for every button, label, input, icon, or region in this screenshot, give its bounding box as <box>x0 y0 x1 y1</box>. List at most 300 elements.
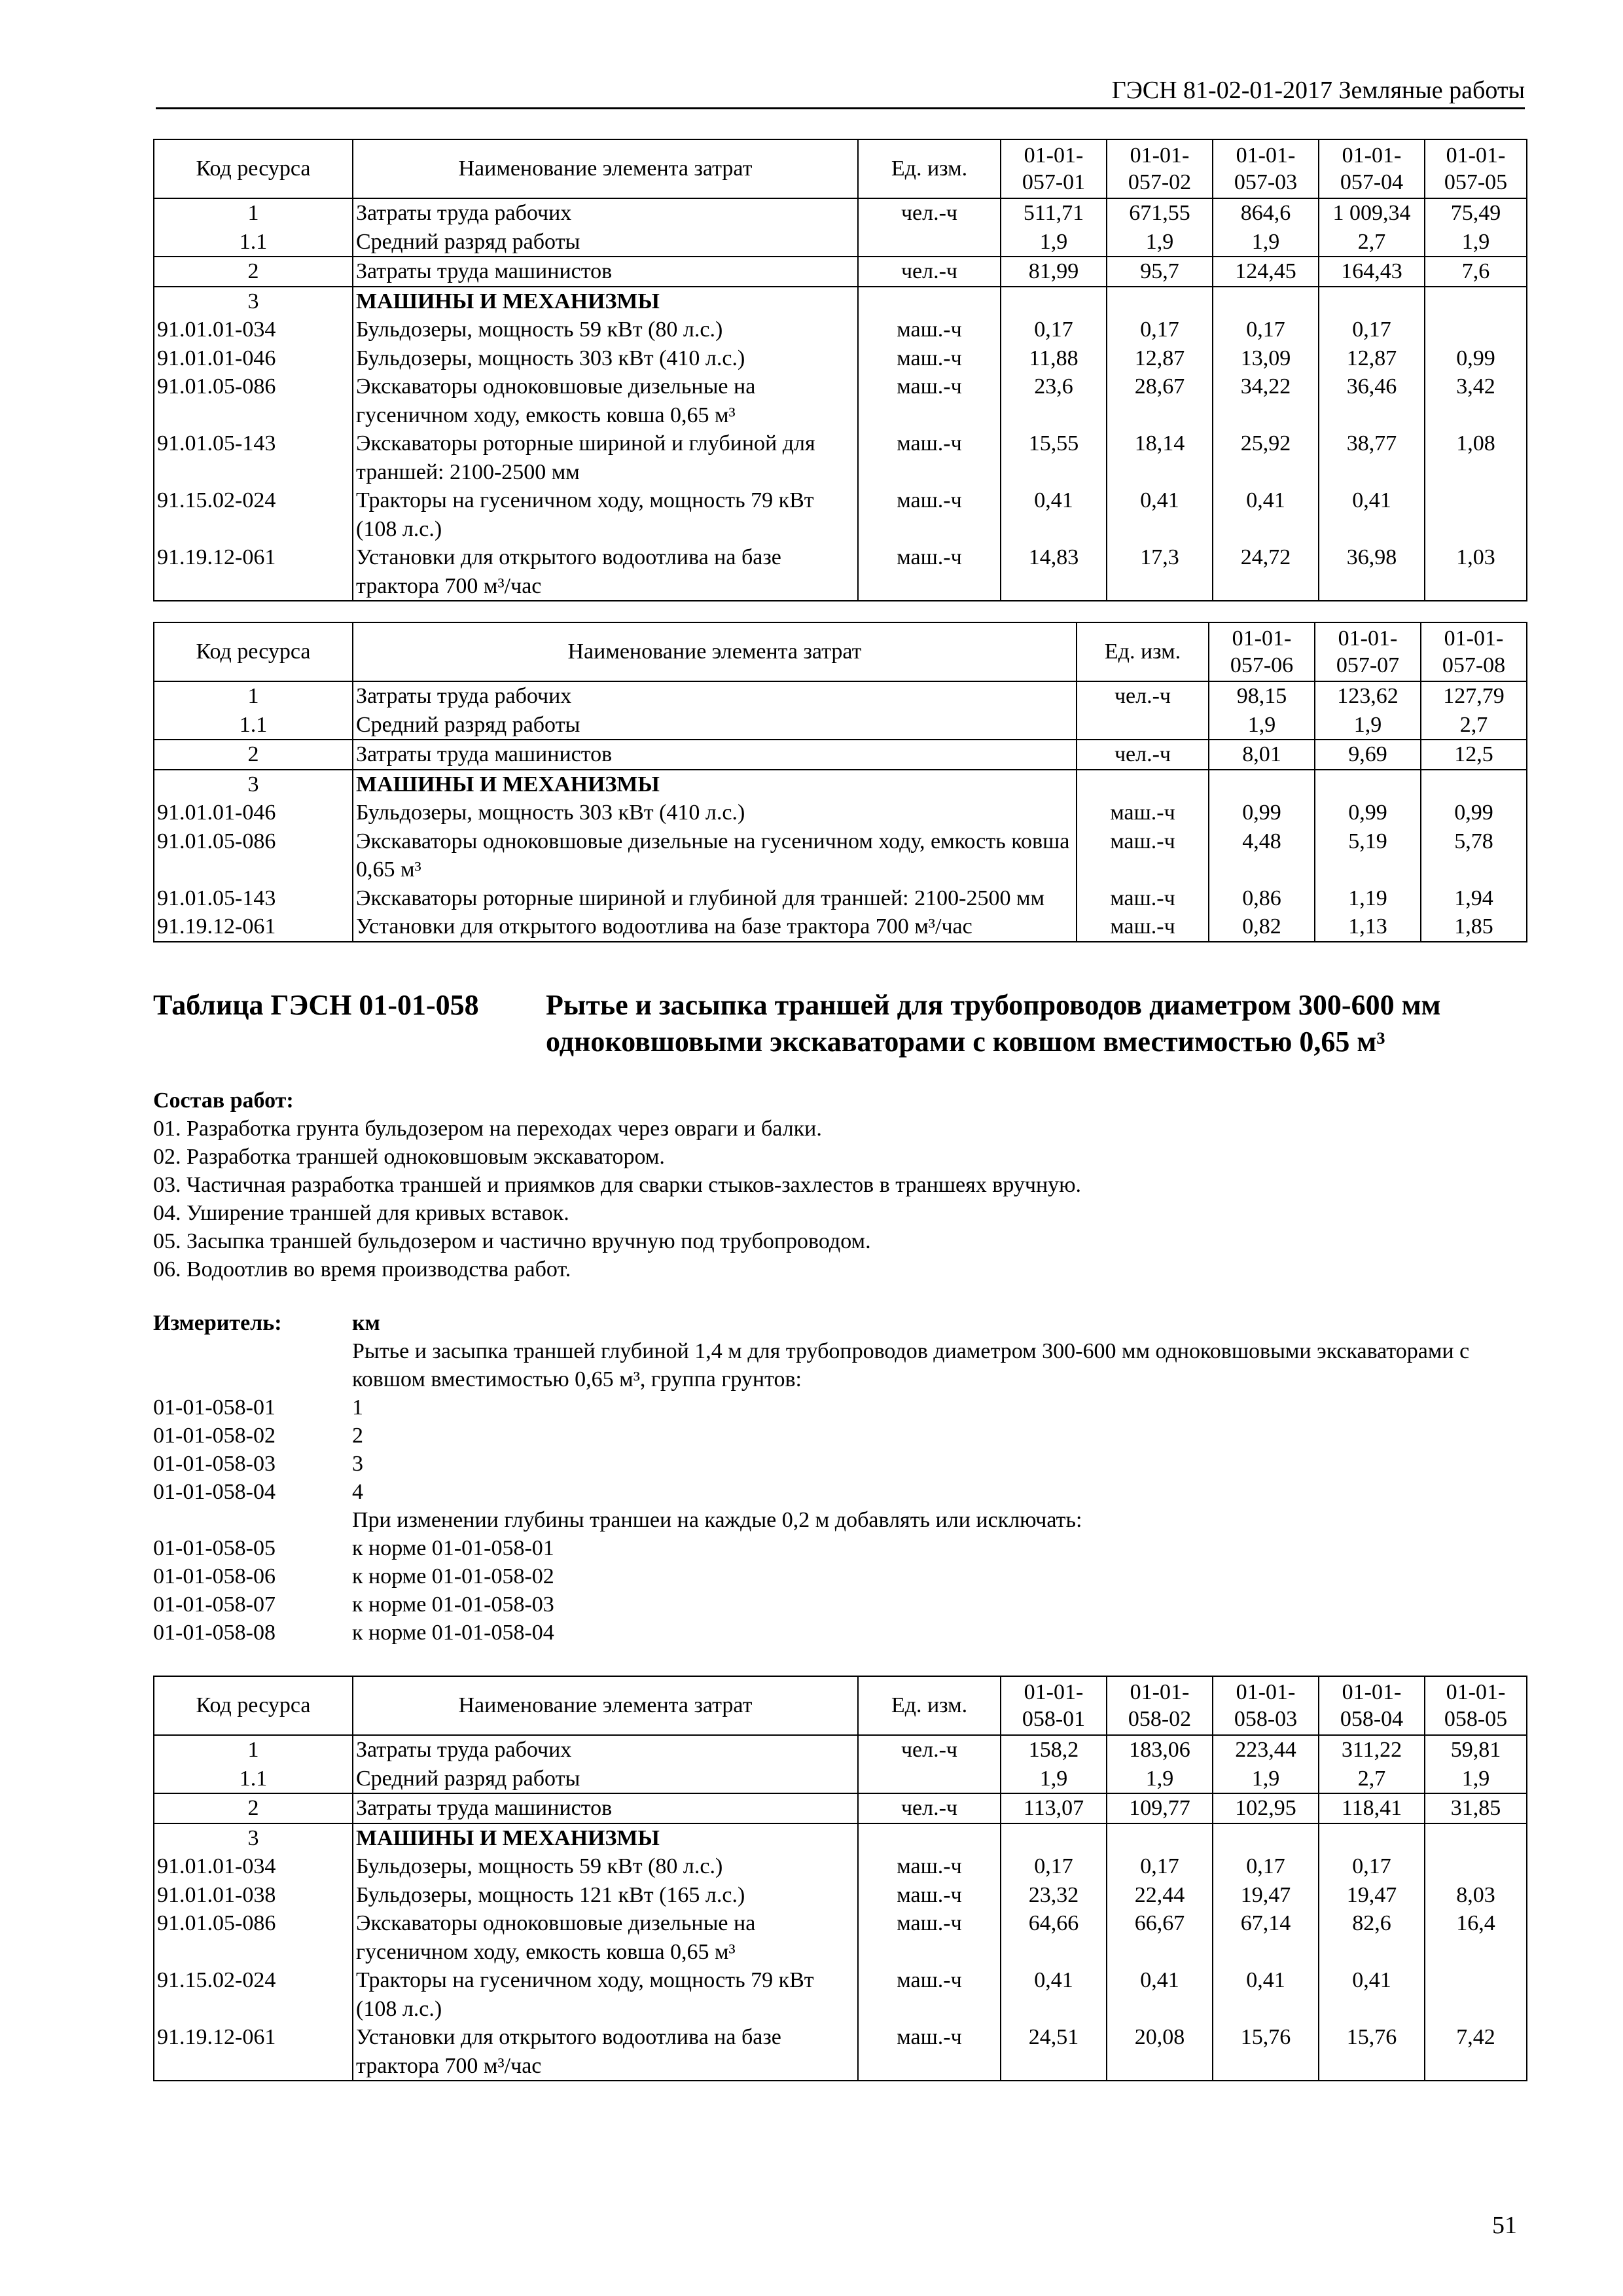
norm-value: 0,41 <box>1319 486 1425 543</box>
norm-value: 102,95 <box>1213 1793 1319 1823</box>
measurer-note-row <box>153 1506 1514 1534</box>
table-row <box>154 287 1527 316</box>
resource-code: 1 <box>154 1735 353 1765</box>
norm-value: 0,99 <box>1315 798 1421 827</box>
table-title-text-value: Рытье и засыпка траншей для трубопроводов диаметром 300-600 мм одноковшовыми экскаваторами с ковшом вместимостью 0,65 м³ <box>546 989 1441 1058</box>
norm-value: 311,22 <box>1319 1735 1425 1765</box>
norm-description: 4 <box>352 1480 363 1504</box>
table-row <box>154 884 1527 913</box>
measurer-row <box>153 1309 1514 1337</box>
norm-value <box>1001 287 1107 316</box>
column-header: 01-01-057-04 <box>1319 139 1425 198</box>
work-item: 06. Водоотлив во время производства работ. <box>153 1257 571 1282</box>
norm-code: 01-01-058-08 <box>153 1621 276 1645</box>
norm-value: 59,81 <box>1425 1735 1527 1765</box>
cost-element-name: Затраты труда рабочих <box>353 198 858 228</box>
work-item: 05. Засыпка траншей бульдозером и частично вручную под трубопроводом. <box>153 1229 871 1253</box>
column-header: Ед. изм. <box>1077 622 1209 681</box>
norm-value: 118,41 <box>1319 1793 1425 1823</box>
norm-value <box>1421 770 1527 799</box>
norm-value <box>1425 1966 1527 2023</box>
norm-value: 1,9 <box>1209 711 1315 740</box>
unit-of-measure: маш.-ч <box>1077 798 1209 827</box>
column-header: Код ресурса <box>154 139 353 198</box>
resource-code: 1.1 <box>154 711 353 740</box>
unit-of-measure <box>858 287 1001 316</box>
unit-of-measure <box>858 228 1001 257</box>
norm-value: 5,78 <box>1421 827 1527 884</box>
unit-of-measure: маш.-ч <box>1077 827 1209 884</box>
norm-value: 0,82 <box>1209 912 1315 942</box>
norm-value: 2,7 <box>1319 228 1425 257</box>
norm-value: 34,22 <box>1213 372 1319 429</box>
norm-value: 0,17 <box>1213 315 1319 344</box>
cost-element-name: Затраты труда рабочих <box>353 681 1077 711</box>
norm-value <box>1425 315 1527 344</box>
norm-value: 98,15 <box>1209 681 1315 711</box>
norm-value <box>1315 770 1421 799</box>
table-row <box>154 372 1527 429</box>
unit-of-measure: чел.-ч <box>858 257 1001 287</box>
table-title-label: Таблица ГЭСН 01-01-058 <box>153 989 479 1021</box>
norm-value: 23,32 <box>1001 1881 1107 1910</box>
table-body <box>154 1676 1527 2081</box>
resource-code: 2 <box>154 1793 353 1823</box>
resource-code: 1.1 <box>154 228 353 257</box>
norm-value: 1,9 <box>1315 711 1421 740</box>
unit-of-measure: маш.-ч <box>858 543 1001 601</box>
table-row <box>154 228 1527 257</box>
unit-of-measure: чел.-ч <box>858 1793 1001 1823</box>
norm-value: 22,44 <box>1107 1881 1213 1910</box>
column-header: 01-01-058-05 <box>1425 1676 1527 1735</box>
table-row <box>154 798 1527 827</box>
resource-code: 1 <box>154 198 353 228</box>
norm-value: 1,9 <box>1107 1765 1213 1794</box>
norm-value: 158,2 <box>1001 1735 1107 1765</box>
norm-description: к норме 01-01-058-04 <box>352 1621 554 1645</box>
cost-element-name: Затраты труда машинистов <box>353 740 1077 770</box>
resource-code: 3 <box>154 1823 353 1853</box>
norm-value: 1,08 <box>1425 429 1527 486</box>
table-row <box>154 1966 1527 2023</box>
cost-element-name: Бульдозеры, мощность 59 кВт (80 л.с.) <box>353 1852 858 1881</box>
table-row <box>154 681 1527 711</box>
norm-code: 01-01-058-06 <box>153 1564 276 1588</box>
norm-value: 3,42 <box>1425 372 1527 429</box>
norm-value: 5,19 <box>1315 827 1421 884</box>
norm-description: 1 <box>352 1395 363 1420</box>
norm-value: 95,7 <box>1107 257 1213 287</box>
column-header: 01-01-058-02 <box>1107 1676 1213 1735</box>
column-header: 01-01-057-03 <box>1213 139 1319 198</box>
norm-value: 8,03 <box>1425 1881 1527 1910</box>
norm-value: 17,3 <box>1107 543 1213 601</box>
unit-of-measure <box>858 1765 1001 1794</box>
unit-of-measure: маш.-ч <box>1077 912 1209 942</box>
unit-of-measure: маш.-ч <box>858 1966 1001 2023</box>
cost-element-name: Средний разряд работы <box>353 228 858 257</box>
norm-value: 64,66 <box>1001 1909 1107 1966</box>
work-item: 03. Частичная разработка траншей и приямков для сварки стыков-захлестов в траншеях вручную. <box>153 1173 1082 1197</box>
resource-code: 91.01.01-038 <box>154 1881 353 1910</box>
header-row <box>154 139 1527 198</box>
cost-element-name: Бульдозеры, мощность 59 кВт (80 л.с.) <box>353 315 858 344</box>
norm-value <box>1319 1823 1425 1853</box>
norm-value: 38,77 <box>1319 429 1425 486</box>
norm-value: 164,43 <box>1319 257 1425 287</box>
unit-of-measure: маш.-ч <box>858 315 1001 344</box>
norm-value: 1,9 <box>1001 1765 1107 1794</box>
cost-element-name: Бульдозеры, мощность 303 кВт (410 л.с.) <box>353 344 858 373</box>
table-row <box>154 1765 1527 1794</box>
norm-value: 2,7 <box>1319 1765 1425 1794</box>
work-item: 01. Разработка грунта бульдозером на переходах через овраги и балки. <box>153 1117 822 1141</box>
measurer-entry <box>153 1393 1514 1422</box>
norm-value <box>1425 1823 1527 1853</box>
norm-code: 01-01-058-05 <box>153 1536 276 1560</box>
norm-value: 0,99 <box>1421 798 1527 827</box>
norm-value: 223,44 <box>1213 1735 1319 1765</box>
unit-of-measure: чел.-ч <box>1077 681 1209 711</box>
unit-of-measure <box>1077 770 1209 799</box>
resource-code: 2 <box>154 257 353 287</box>
resource-code: 91.01.01-034 <box>154 315 353 344</box>
table-row <box>154 711 1527 740</box>
table-row <box>154 1852 1527 1881</box>
norms-table-057-2 <box>153 622 1527 942</box>
norm-value: 0,17 <box>1001 1852 1107 1881</box>
norm-value <box>1001 1823 1107 1853</box>
unit-of-measure: маш.-ч <box>858 1852 1001 1881</box>
unit-of-measure: маш.-ч <box>858 486 1001 543</box>
column-header: Код ресурса <box>154 622 353 681</box>
norm-value: 66,67 <box>1107 1909 1213 1966</box>
measurer-entry <box>153 1534 1514 1562</box>
table-row <box>154 315 1527 344</box>
norm-value: 20,08 <box>1107 2023 1213 2081</box>
norm-value: 7,6 <box>1425 257 1527 287</box>
table-row <box>154 827 1527 884</box>
norm-value: 0,17 <box>1319 1852 1425 1881</box>
cost-element-name: МАШИНЫ И МЕХАНИЗМЫ <box>353 287 858 316</box>
resource-code: 3 <box>154 287 353 316</box>
table-row <box>154 2023 1527 2081</box>
resource-code: 91.01.05-086 <box>154 827 353 884</box>
norm-value: 4,48 <box>1209 827 1315 884</box>
unit-of-measure: маш.-ч <box>858 1881 1001 1910</box>
measurer-entries-a <box>153 1393 1514 1506</box>
resource-code: 91.19.12-061 <box>154 2023 353 2081</box>
table-row <box>154 344 1527 373</box>
norm-value: 82,6 <box>1319 1909 1425 1966</box>
measurer-label: Измеритель: <box>153 1311 282 1335</box>
column-header: Наименование элемента затрат <box>353 1676 858 1735</box>
norm-value: 19,47 <box>1213 1881 1319 1910</box>
unit-of-measure: маш.-ч <box>858 429 1001 486</box>
norm-description: 2 <box>352 1424 363 1448</box>
norms-table-057-1 <box>153 139 1527 601</box>
norm-value: 183,06 <box>1107 1735 1213 1765</box>
measurer-entry <box>153 1478 1514 1506</box>
norm-description: к норме 01-01-058-01 <box>352 1536 554 1560</box>
column-header: 01-01-058-03 <box>1213 1676 1319 1735</box>
measurer-entry <box>153 1422 1514 1450</box>
norm-value: 24,51 <box>1001 2023 1107 2081</box>
table-row <box>154 486 1527 543</box>
norm-value: 0,17 <box>1319 315 1425 344</box>
norm-value: 12,5 <box>1421 740 1527 770</box>
cost-element-name: Средний разряд работы <box>353 1765 858 1794</box>
column-header: Код ресурса <box>154 1676 353 1735</box>
norm-value: 13,09 <box>1213 344 1319 373</box>
table-body <box>154 622 1527 942</box>
norm-value: 23,6 <box>1001 372 1107 429</box>
norm-value: 15,55 <box>1001 429 1107 486</box>
unit-of-measure: маш.-ч <box>858 2023 1001 2081</box>
cost-element-name: Установки для открытого водоотлива на базе трактора 700 м³/час <box>353 2023 858 2081</box>
norm-value: 1,13 <box>1315 912 1421 942</box>
unit-of-measure: чел.-ч <box>858 198 1001 228</box>
norm-value: 12,87 <box>1319 344 1425 373</box>
resource-code: 3 <box>154 770 353 799</box>
norm-value: 11,88 <box>1001 344 1107 373</box>
norm-value: 1,03 <box>1425 543 1527 601</box>
norm-code: 01-01-058-01 <box>153 1395 276 1420</box>
norm-description: 3 <box>352 1452 363 1476</box>
column-header: 01-01-057-07 <box>1315 622 1421 681</box>
cost-element-name: Бульдозеры, мощность 303 кВт (410 л.с.) <box>353 798 1077 827</box>
cost-element-name: Экскаваторы одноковшовые дизельные на гусеничном ходу, емкость ковша 0,65 м³ <box>353 1909 858 1966</box>
unit-of-measure: чел.-ч <box>858 1735 1001 1765</box>
page-number: 51 <box>1492 2212 1517 2239</box>
norm-value: 25,92 <box>1213 429 1319 486</box>
norm-description: к норме 01-01-058-02 <box>352 1564 554 1588</box>
cost-element-name: Бульдозеры, мощность 121 кВт (165 л.с.) <box>353 1881 858 1910</box>
work-item: 02. Разработка траншей одноковшовым экскаватором. <box>153 1145 665 1169</box>
column-header: 01-01-057-05 <box>1425 139 1527 198</box>
cost-element-name: Экскаваторы роторные шириной и глубиной для траншей: 2100-2500 мм <box>353 429 858 486</box>
table-row <box>154 1881 1527 1910</box>
work-composition <box>153 1086 1514 1283</box>
norm-value: 15,76 <box>1213 2023 1319 2081</box>
norm-value: 1,9 <box>1425 1765 1527 1794</box>
cost-element-name: Экскаваторы одноковшовые дизельные на гусеничном ходу, емкость ковша 0,65 м³ <box>353 827 1077 884</box>
norm-value: 24,72 <box>1213 543 1319 601</box>
column-header: Ед. изм. <box>858 139 1001 198</box>
unit-of-measure: маш.-ч <box>858 372 1001 429</box>
norm-code: 01-01-058-04 <box>153 1480 276 1504</box>
table-row <box>154 257 1527 287</box>
norm-value <box>1425 287 1527 316</box>
measurer-unit: км <box>352 1311 380 1335</box>
table-row <box>154 740 1527 770</box>
norm-value: 113,07 <box>1001 1793 1107 1823</box>
norm-value: 1,94 <box>1421 884 1527 913</box>
norm-value: 0,17 <box>1107 1852 1213 1881</box>
table-row <box>154 1823 1527 1853</box>
norm-value <box>1425 486 1527 543</box>
norm-value: 109,77 <box>1107 1793 1213 1823</box>
norm-code: 01-01-058-03 <box>153 1452 276 1476</box>
norm-value: 8,01 <box>1209 740 1315 770</box>
norm-value: 31,85 <box>1425 1793 1527 1823</box>
norm-value: 18,14 <box>1107 429 1213 486</box>
resource-code: 2 <box>154 740 353 770</box>
column-header: 01-01-058-01 <box>1001 1676 1107 1735</box>
unit-of-measure: маш.-ч <box>858 344 1001 373</box>
norm-value: 81,99 <box>1001 257 1107 287</box>
resource-code: 91.01.01-046 <box>154 344 353 373</box>
measurer-note: При изменении глубины траншеи на каждые 0,2 м добавлять или исключать: <box>352 1508 1082 1532</box>
norm-value <box>1107 1823 1213 1853</box>
resource-code: 1 <box>154 681 353 711</box>
norm-value: 7,42 <box>1425 2023 1527 2081</box>
resource-code: 1.1 <box>154 1765 353 1794</box>
unit-of-measure: маш.-ч <box>1077 884 1209 913</box>
resource-code: 91.01.01-034 <box>154 1852 353 1881</box>
resource-code: 91.19.12-061 <box>154 543 353 601</box>
measurer-entry <box>153 1562 1514 1590</box>
norm-value <box>1107 287 1213 316</box>
column-header: Наименование элемента затрат <box>353 622 1077 681</box>
column-header: 01-01-058-04 <box>1319 1676 1425 1735</box>
norm-value: 2,7 <box>1421 711 1527 740</box>
norm-value: 0,17 <box>1213 1852 1319 1881</box>
norm-value: 75,49 <box>1425 198 1527 228</box>
norm-value: 12,87 <box>1107 344 1213 373</box>
norms-table-058 <box>153 1676 1527 2081</box>
norm-value: 0,99 <box>1425 344 1527 373</box>
resource-code: 91.01.01-046 <box>154 798 353 827</box>
unit-of-measure: чел.-ч <box>1077 740 1209 770</box>
norm-value <box>1319 287 1425 316</box>
measurer-block <box>153 1309 1514 1647</box>
table-row <box>154 198 1527 228</box>
column-header: 01-01-057-01 <box>1001 139 1107 198</box>
norm-value: 0,99 <box>1209 798 1315 827</box>
norm-value: 1,85 <box>1421 912 1527 942</box>
cost-element-name: Затраты труда машинистов <box>353 257 858 287</box>
norm-value: 671,55 <box>1107 198 1213 228</box>
measurer-description: Рытье и засыпка траншей глубиной 1,4 м для трубопроводов диаметром 300-600 мм одноковшовыми экскаваторами с ковшом вместимостью 0,65 м³, группа грунтов: <box>352 1339 1470 1391</box>
cost-element-name: Затраты труда машинистов <box>353 1793 858 1823</box>
norm-value: 1,9 <box>1213 228 1319 257</box>
norm-value: 511,71 <box>1001 198 1107 228</box>
norm-code: 01-01-058-02 <box>153 1424 276 1448</box>
norm-description: к норме 01-01-058-03 <box>352 1592 554 1617</box>
norm-value: 124,45 <box>1213 257 1319 287</box>
table-row <box>154 912 1527 942</box>
unit-of-measure: маш.-ч <box>858 1909 1001 1966</box>
measurer-description-row <box>153 1337 1514 1393</box>
norm-value: 28,67 <box>1107 372 1213 429</box>
norm-value <box>1213 287 1319 316</box>
table-body <box>154 139 1527 601</box>
cost-element-name: МАШИНЫ И МЕХАНИЗМЫ <box>353 1823 858 1853</box>
norm-value: 0,86 <box>1209 884 1315 913</box>
measurer-entries-b <box>153 1534 1514 1647</box>
table-row <box>154 1735 1527 1765</box>
norm-value: 0,41 <box>1107 486 1213 543</box>
norm-value: 0,41 <box>1213 486 1319 543</box>
norm-value: 864,6 <box>1213 198 1319 228</box>
norm-value: 19,47 <box>1319 1881 1425 1910</box>
column-header: 01-01-057-02 <box>1107 139 1213 198</box>
table-title-text <box>546 987 1541 1061</box>
resource-code: 91.01.05-143 <box>154 884 353 913</box>
running-header: ГЭСН 81-02-01-2017 Земляные работы <box>156 73 1525 109</box>
measurer-entry <box>153 1590 1514 1619</box>
resource-code: 91.01.05-086 <box>154 372 353 429</box>
column-header: 01-01-057-08 <box>1421 622 1527 681</box>
norm-value: 14,83 <box>1001 543 1107 601</box>
norm-value <box>1209 770 1315 799</box>
norm-value: 1 009,34 <box>1319 198 1425 228</box>
work-item: 04. Уширение траншей для кривых вставок. <box>153 1201 569 1225</box>
norm-value <box>1425 1852 1527 1881</box>
cost-element-name: Установки для открытого водоотлива на базе трактора 700 м³/час <box>353 543 858 601</box>
cost-element-name: Экскаваторы одноковшовые дизельные на гусеничном ходу, емкость ковша 0,65 м³ <box>353 372 858 429</box>
cost-element-name: Средний разряд работы <box>353 711 1077 740</box>
resource-code: 91.01.05-086 <box>154 1909 353 1966</box>
table-row <box>154 543 1527 601</box>
cost-element-name: МАШИНЫ И МЕХАНИЗМЫ <box>353 770 1077 799</box>
unit-of-measure <box>858 1823 1001 1853</box>
cost-element-name: Затраты труда рабочих <box>353 1735 858 1765</box>
norm-value: 16,4 <box>1425 1909 1527 1966</box>
table-row <box>154 429 1527 486</box>
work-composition-list <box>153 1115 1514 1283</box>
table-row <box>154 1793 1527 1823</box>
norm-value: 9,69 <box>1315 740 1421 770</box>
norm-value: 0,41 <box>1001 1966 1107 2023</box>
unit-of-measure <box>1077 711 1209 740</box>
resource-code: 91.01.05-143 <box>154 429 353 486</box>
norm-value: 36,46 <box>1319 372 1425 429</box>
norm-value: 1,9 <box>1001 228 1107 257</box>
cost-element-name: Экскаваторы роторные шириной и глубиной для траншей: 2100-2500 мм <box>353 884 1077 913</box>
column-header: Ед. изм. <box>858 1676 1001 1735</box>
norm-value: 123,62 <box>1315 681 1421 711</box>
norm-value: 1,9 <box>1107 228 1213 257</box>
header-row <box>154 622 1527 681</box>
norm-value <box>1213 1823 1319 1853</box>
norm-value: 0,41 <box>1001 486 1107 543</box>
table-row <box>154 770 1527 799</box>
cost-element-name: Тракторы на гусеничном ходу, мощность 79 кВт (108 л.с.) <box>353 1966 858 2023</box>
resource-code: 91.15.02-024 <box>154 1966 353 2023</box>
cost-element-name: Тракторы на гусеничном ходу, мощность 79 кВт (108 л.с.) <box>353 486 858 543</box>
norm-value: 0,41 <box>1319 1966 1425 2023</box>
resource-code: 91.19.12-061 <box>154 912 353 942</box>
norm-value: 67,14 <box>1213 1909 1319 1966</box>
header-row <box>154 1676 1527 1735</box>
norm-value: 127,79 <box>1421 681 1527 711</box>
norm-value: 0,41 <box>1107 1966 1213 2023</box>
column-header: Наименование элемента затрат <box>353 139 858 198</box>
column-header: 01-01-057-06 <box>1209 622 1315 681</box>
norm-value: 1,9 <box>1213 1765 1319 1794</box>
norm-code: 01-01-058-07 <box>153 1592 276 1617</box>
norm-value: 15,76 <box>1319 2023 1425 2081</box>
norm-value: 1,9 <box>1425 228 1527 257</box>
norm-value: 1,19 <box>1315 884 1421 913</box>
table-row <box>154 1909 1527 1966</box>
norm-value: 0,41 <box>1213 1966 1319 2023</box>
work-composition-heading: Состав работ: <box>153 1088 294 1113</box>
cost-element-name: Установки для открытого водоотлива на базе трактора 700 м³/час <box>353 912 1077 942</box>
